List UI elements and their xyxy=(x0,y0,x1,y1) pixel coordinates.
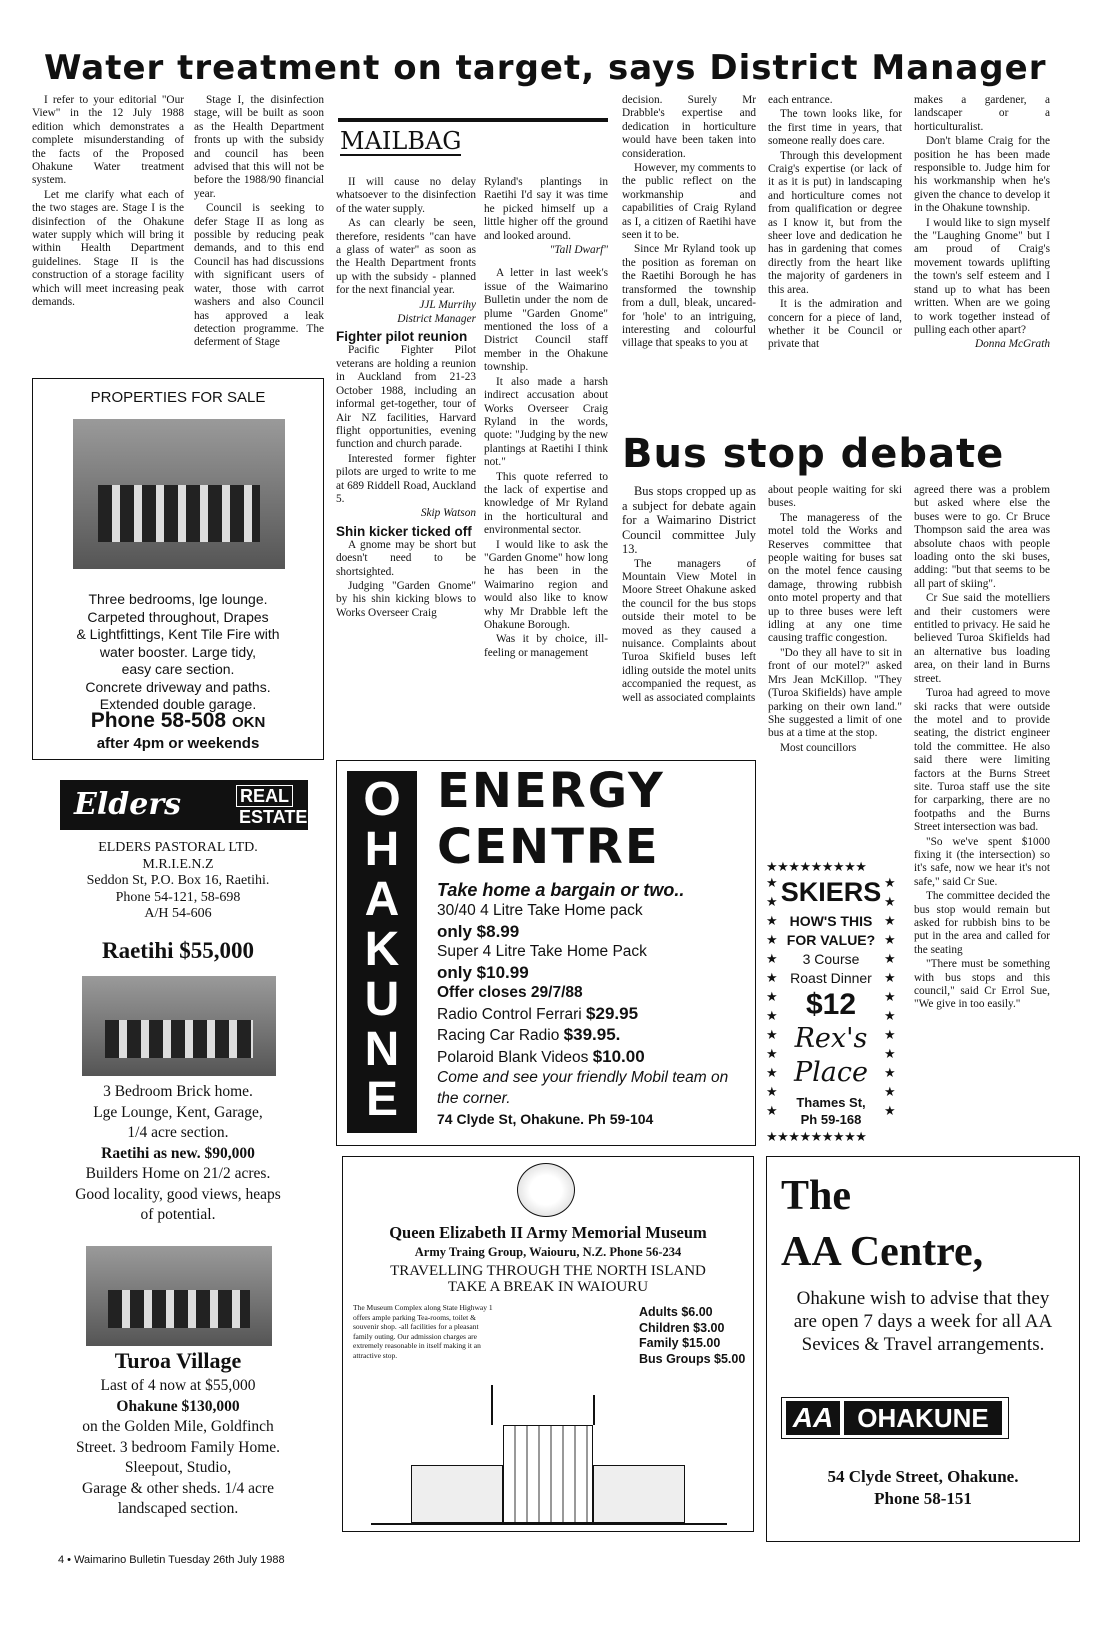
letter-column-4 xyxy=(484,176,608,756)
mailbag-rule xyxy=(338,118,608,122)
paragraph: It is the admiration and concern for a piece of land, whether it be Council or private that xyxy=(768,298,902,351)
energy-centre-ad xyxy=(336,760,756,1146)
elders-contact: ELDERS PASTORAL LTD. M.R.I.E.N.Z Seddon St, P.O. Box 16, Raetihi. Phone 54-121, 58-698 A/H 54-606 xyxy=(86,840,270,921)
aa-address: 54 Clyde Street, Ohakune. xyxy=(827,1467,1019,1486)
house-photo xyxy=(73,419,285,569)
museum-title: Queen Elizabeth II Army Memorial Museum xyxy=(389,1223,707,1242)
paragraph: I would like to ask the "Garden Gnome" how long he has been in the Waimarino region and would also like to know why Mr Drabble left the Ohakune Borough. xyxy=(484,538,608,631)
museum-travel-1: TRAVELLING THROUGH THE NORTH ISLAND xyxy=(390,1263,706,1279)
museum-prices: Adults $6.00 Children $3.00 Family $15.00 Bus Groups $5.00 xyxy=(639,1305,746,1366)
paragraph: makes a gardener, a landscaper or a horticulturalist. xyxy=(914,94,1050,133)
energy-title-1: ENERGY xyxy=(437,763,665,819)
properties-ad xyxy=(32,378,324,760)
paragraph: about people waiting for ski buses. xyxy=(768,484,902,510)
aa-title-2: AA Centre, xyxy=(781,1229,984,1275)
elders-logo-bar xyxy=(60,780,308,830)
star-border-right: ★ ★ ★ ★ ★ ★ ★ ★ ★ ★ ★ ★ ★ xyxy=(884,876,896,1119)
letter-column-6 xyxy=(768,94,902,424)
paragraph: I would like to sign myself the "Laughing Gnome" but I am proud of Craig's movement towards uplifting the town's self esteem and I stand up to what has been written. When are we going to work together instead of pulling each other apart? xyxy=(914,216,1050,336)
museum-wing-left xyxy=(411,1465,503,1523)
paragraph: Was it by choice, ill-feeling or management xyxy=(484,633,608,659)
paragraph: Since Mr Ryland took up the position as foreman on the Raetihi Borough he has transformed the township from a dull, bleak, uncared-for 'hole' to an intriguing, interesting and colourful village that speaks to you at xyxy=(622,243,756,350)
skiers-title: SKIERS xyxy=(780,877,882,907)
aa-logo: AA xyxy=(786,1401,840,1435)
fighter-title: Fighter pilot reunion xyxy=(336,329,468,345)
page-footer: 4 • Waimarino Bulletin Tuesday 26th July 1988 xyxy=(58,1554,285,1566)
bus-headline: Bus stop debate xyxy=(622,431,1005,477)
ohakune-vertical-letters: O H A K U N E xyxy=(363,773,401,1126)
mailbag-title: MAILBAG xyxy=(340,127,462,155)
letter-column-7 xyxy=(914,94,1050,436)
paragraph: Let me clarify what each of the two stages are. Stage I is the disinfection of the Ohakune water supply which will bring it within Health Department guidelines. Stage II is the construction of a storage facility which will meet increasing peak demands. xyxy=(32,188,184,309)
museum-building-illustration xyxy=(371,1375,727,1525)
museum-building xyxy=(503,1425,593,1523)
paragraph: A letter in last week's issue of the Waimarino Bulletin under the nom de plume "Garden Gnome" mentioned the loss of a District Council staff member in the Ohakune township. xyxy=(484,267,608,374)
skiers-lines: HOW'S THIS FOR VALUE? 3 Course Roast Dinner xyxy=(786,913,876,986)
paragraph: However, my comments to the public reflect on the workmanship and capabilities of Craig Ryland as I, a citizen of Raetihi have seen it to be. xyxy=(622,162,756,242)
ohakune-vertical-bar xyxy=(347,771,417,1133)
elders-estate: ESTATE xyxy=(239,807,308,827)
paragraph: Don't blame Craig for the position he has been made responsible to. Judge him for his workmanship when he's given the chance to develop it in the Ohakune township. xyxy=(914,135,1050,215)
aa-title-1: The xyxy=(781,1173,852,1219)
paragraph: Pacific Fighter Pilot veterans are holding a reunion in Auckland from 21-23 October 1988, including an informal get-together, tour of Air NZ facilities, Harvard flight opportunities, evening function and church parade. xyxy=(336,344,476,451)
paragraph: A gnome may be short but doesn't need to be shortsighted. xyxy=(336,538,476,578)
paragraph: Most councillors xyxy=(780,741,857,754)
aa-logo-bar xyxy=(781,1397,1009,1439)
paragraph: "So we've spent $1000 fixing it (the intersection) so it's safe, now we hear it's not safe," said Cr Sue. xyxy=(914,835,1050,888)
turoa-village-photo xyxy=(86,1246,272,1346)
properties-hours: after 4pm or weekends xyxy=(96,735,260,752)
elders-logo: Elders xyxy=(74,787,182,822)
paragraph: Turoa had agreed to move ski racks that were outside the motel and to provide seating, the district engineer told the committee. He also said there were limiting factors at the Burns Street site. Turoa staff use the site for carparking, there are no footpaths and the Burns Street intersection was bad. xyxy=(914,687,1050,834)
paragraph: "Do they all have to sit in front of our motel?" asked Mrs Jean McKillop. "They (Turoa Skifields) have ample parking on their own land." She suggested a limit of one bus at a time at the stop. xyxy=(768,646,902,740)
skiers-ad xyxy=(766,860,906,1150)
elders-turoa-title: Turoa Village xyxy=(114,1348,242,1373)
museum-ad xyxy=(342,1156,754,1532)
energy-details: Take home a bargain or two.. 30/40 4 Litre Take Home pack only $8.99 Super 4 Litre Take Home Pack only $10.99 Offer closes 29/7/88 Radio Control Ferrari $29.95 Racing Car Radio $39.95. Polaroid Blank Videos $10.00 Come and see your friendly Mobil team on the corner. 74 Clyde St, Ohakune. Ph 59-104 xyxy=(437,880,729,1127)
elders-real: REAL xyxy=(236,785,293,807)
museum-crest-icon xyxy=(517,1163,575,1217)
letter-column-2 xyxy=(194,94,324,376)
elders-desc-2: Last of 4 now at $55,000 Ohakune $130,000 on the Golden Mile, Goldfinch Street. 3 bedroom Family Home. Sleepout, Studio, Garage & other sheds. 1/4 acre landscaped section. xyxy=(75,1377,281,1517)
paragraph: As can clearly be seen, therefore, residents "can have a glass of water" as soon as the Health Department fronts up with the subsidy - planned for the next financial year. xyxy=(336,217,476,297)
museum-blurb: The Museum Complex along State Highway 1 offers ample parking Tea-rooms, toilet & souvenir shop. -all facilities for a pleasant family outing. Our admission charges are extremely reasonable in itself making it an attractive stop. xyxy=(353,1303,493,1360)
paragraph: "There must be something with bus stops and this council," said Cr Errol Sue, "We give in too easily." xyxy=(914,958,1050,1011)
rex-place: Rex's Place xyxy=(794,1023,868,1088)
signature: "Tall Dwarf" xyxy=(549,244,608,257)
brick-house-photo xyxy=(82,976,276,1076)
aa-phone: Phone 58-151 xyxy=(874,1489,972,1508)
paragraph: Cr Sue said the motelliers and their customers were entitled to privacy. He said he believed Turoa Skifields had an alternative bus loading area, on their land in Burns street. xyxy=(914,592,1050,685)
paragraph: Bus stops cropped up as a subject for debate again for a Waimarino District Council committee July 13. xyxy=(622,484,756,556)
aa-centre-ad xyxy=(766,1156,1080,1542)
letter-column-1 xyxy=(32,94,184,376)
bus-column-3 xyxy=(914,484,1050,1144)
paragraph: Judging "Garden Gnome" by his shin kicking blows to Works Overseer Craig xyxy=(336,579,476,619)
flag-icon xyxy=(491,1385,493,1425)
signature: JJL Murrihy xyxy=(419,298,476,311)
star-border-left: ★ ★ ★ ★ ★ ★ ★ ★ ★ ★ ★ ★ ★ xyxy=(766,876,778,1119)
bus-column-2 xyxy=(768,484,902,816)
elders-desc-1: 3 Bedroom Brick home. Lge Lounge, Kent, Garage, 1/4 acre section. Raetihi as new. $90,000 Builders Home on 21/2 acres. Good locality, good views, heaps of potential. xyxy=(75,1083,281,1223)
aa-ohakune: OHAKUNE xyxy=(844,1401,1002,1435)
star-border-bottom: ★★★★★★★★★ xyxy=(766,1130,867,1145)
paragraph: The town looks like, for the first time in years, that someone really does care. xyxy=(768,108,902,148)
skiers-address: Thames St, Ph 59-168 xyxy=(796,1095,866,1127)
paragraph: The managers of Mountain View Motel in Moore Street Ohakune asked the council for the bus stops outside their motel to be moved as they caused a nuisance. Complaints about Turoa Skifield buses left idling outside the motel units accompanied the request, as well as associated complaints xyxy=(622,557,756,704)
letter-column-5 xyxy=(622,94,756,424)
star-border-top: ★★★★★★★★★ xyxy=(766,860,867,875)
aa-body: Ohakune wish to advise that they are open 7 days a week for all AA Sevices & Travel arrangements. xyxy=(793,1288,1053,1355)
paragraph: agreed there was a problem but asked where else the buses were to go. Cr Bruce Thompson said the area was absolute chaos with people loading onto the ski buses, adding: "but that seems to be all part of skiing". xyxy=(914,484,1050,590)
properties-description: Three bedrooms, lge lounge. Carpeted throughout, Drapes & Lightfittings, Kent Tile Fire with water booster. Large tidy, easy care section. Concrete driveway and paths. Extended double garage. xyxy=(76,591,280,712)
paragraph: Interested former fighter pilots are urged to write to me at 689 Riddell Road, Auckland 5. xyxy=(336,452,476,505)
paragraph: It also made a harsh indirect accusation about Works Overseer Craig Ryland in the words, quote: "Judging by the new plantings at Raetihi I think not." xyxy=(484,375,608,469)
paragraph: I refer to your editorial "Our View" in the 12 July 1988 edition which demonstrates a complete misunderstanding of the facts of the Proposed Ohakune Water treatment system. xyxy=(32,94,184,187)
elders-ad xyxy=(32,770,324,1532)
paragraph: II will cause no delay whatsoever to the disinfection of the water supply. xyxy=(336,176,476,215)
flag-icon xyxy=(593,1395,595,1425)
paragraph: Through this development Craig's expertise (or lack of it as it is put) in landscaping and horticulture comes not from qualification or degree as I know it, but from the sheer love and dedication he has in gardening that comes directly from the heart like the majority of gardeners in this area. xyxy=(768,149,902,296)
properties-phone: Phone 58-508 OKN xyxy=(90,709,266,732)
skiers-price: $12 xyxy=(805,988,857,1021)
museum-sub: Army Traing Group, Waiouru, N.Z. Phone 56-234 xyxy=(414,1245,682,1259)
signature-title: District Manager xyxy=(397,313,476,326)
elders-price-raetihi: Raetihi $55,000 xyxy=(101,938,255,963)
bus-column-1 xyxy=(622,484,756,756)
energy-title-2: CENTRE xyxy=(437,819,660,875)
museum-travel-2: TAKE A BREAK IN WAIOURU xyxy=(447,1279,649,1295)
shin-title: Shin kicker ticked off xyxy=(336,523,472,539)
paragraph: Council is seeking to defer Stage II as long as possible by reducing peak demands, and to this end Council has had discussions with significant users of water, those with carrot washers and also Council has approved a leak detection programme. The deferment of Stage xyxy=(194,202,324,349)
paragraph: decision. Surely Mr Drabble's expertise and dedication in horticulture would have been taken into consideration. xyxy=(622,94,756,160)
museum-wing-right xyxy=(593,1465,685,1523)
paragraph: each entrance. xyxy=(768,94,833,106)
main-headline: Water treatment on target, says District Manager xyxy=(44,48,1047,88)
paragraph: Stage I, the disinfection stage, will be built as soon as the Health Department fronts up with the subsidy and council has been advised that this will not be before the 1988/90 financial year. xyxy=(194,94,324,200)
properties-title: PROPERTIES FOR SALE xyxy=(90,389,266,406)
paragraph: The manageress of the motel told the Works and Reserves committee that people waiting for buses sat on the motel fence causing damage, throwing rubbish onto motel property and that up to three buses were left idling at any one time causing traffic congestion. xyxy=(768,511,902,645)
paragraph: The committee decided the bus stop would remain but asked for rubbish bins to be put in the area and called for the seating xyxy=(914,890,1050,956)
signature: Skip Watson xyxy=(420,507,476,520)
paragraph: Ryland's plantings in Raetihi I'd say it was time he picked himself up a little higher off the ground and looked around. xyxy=(484,176,608,242)
letter-column-3 xyxy=(336,176,476,756)
paragraph: This quote referred to the lack of expertise and knowledge of Mr Ryland in the horticultural and environmental sector. xyxy=(484,470,608,537)
signature: Donna McGrath xyxy=(975,338,1050,351)
